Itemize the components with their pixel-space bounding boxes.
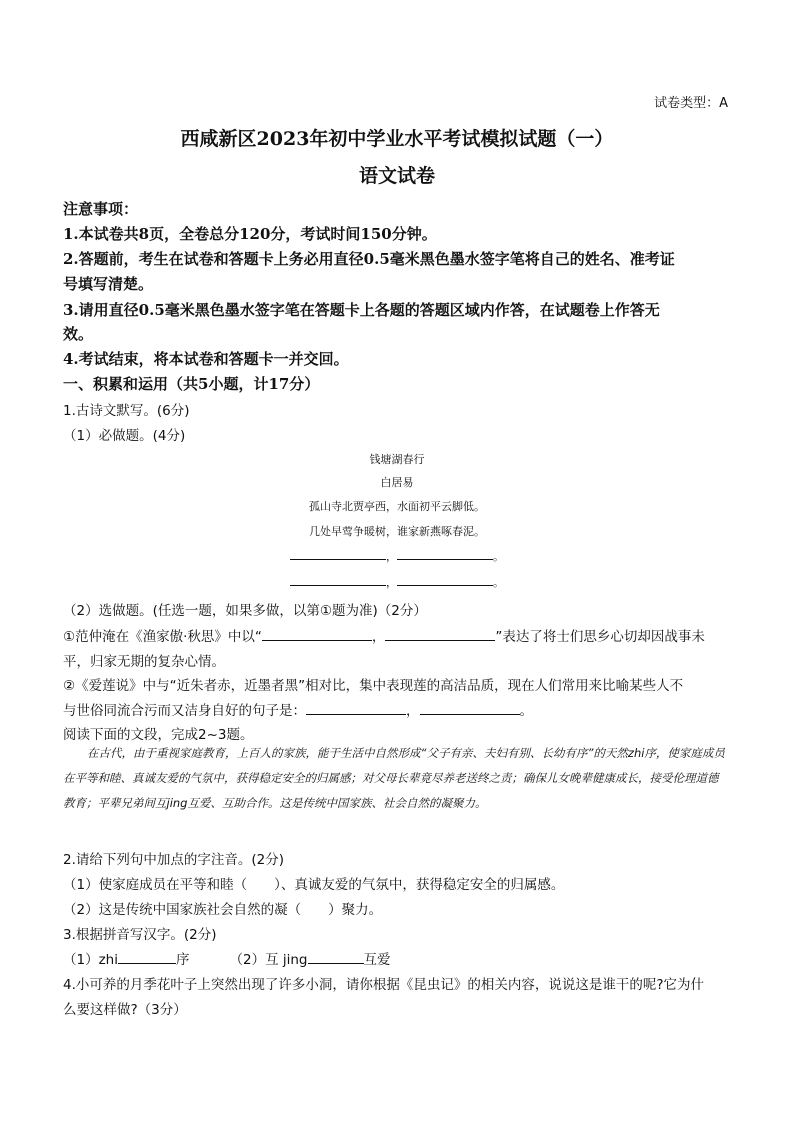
reading-passage: 在古代，由于重视家庭教育，上百人的家族，能于生活中自然形成“父子有亲、夫妇有别、长幼有序”的天然zhi序，使家庭成员在平等和睦、真诚友爱的气氛中，获得稳定安全的归属感；对父母长辈竟尽养老送终之责；确保儿女晚辈健康成长，接受伦理道德教育；平辈兄弟间互jing互爱、互助合作。这是传统中国家族、社会自然的凝聚力。 [63, 746, 725, 810]
question-1-part-1: （1）必做题。(4分) [63, 428, 186, 444]
answer-blank[interactable] [118, 951, 176, 964]
exam-subtitle: 语文试卷 [358, 165, 435, 187]
poem-title: 钱塘湖春行 [369, 453, 425, 466]
notice-line: 4.考试结束，将本试卷和答题卡一并交回。 [63, 350, 349, 368]
notice-line: 效。 [63, 325, 94, 343]
notice-line: 号填写清楚。 [63, 275, 154, 293]
answer-blank[interactable] [290, 547, 386, 560]
answer-blank-line: ， 。 [0, 547, 794, 564]
answer-blank[interactable] [397, 547, 493, 560]
question-4-stem-cont: 么要这样做?（3分） [63, 1002, 187, 1018]
section-heading: 一、积累和运用（共5小题，计17分） [63, 375, 320, 393]
answer-blank-line: ， 。 [0, 573, 794, 590]
exam-title: 西咸新区2023年初中学业水平考试模拟试题（一） [180, 128, 614, 150]
question-3-items: （1）zhi 序 （2）互 jing 互爱 [63, 952, 391, 968]
option-2: ②《爱莲说》中与“近朱者赤，近墨者黑”相对比，集中表现莲的高洁品质，现在人们常用来比喻某些人不 [63, 678, 684, 694]
option-1: ①范仲淹在《渔家傲·秋思》中以“ ， ”表达了将士们思乡心切却因战事未 [63, 629, 705, 645]
poem-author: 白居易 [380, 476, 414, 489]
answer-blank[interactable] [420, 702, 520, 715]
notice-heading: 注意事项： [63, 200, 139, 218]
question-1-stem: 1.古诗文默写。(6分) [63, 403, 190, 419]
answer-blank[interactable] [308, 951, 364, 964]
question-2-stem: 2.请给下列句中加点的字注音。(2分) [63, 852, 285, 868]
question-2-item: （1）使家庭成员在平等和睦（ ）、真诚友爱的气氛中，获得稳定安全的归属感。 [63, 877, 565, 893]
notice-line: 2.答题前，考生在试卷和答题卡上务必用直径0.5毫米黑色墨水签字笔将自己的姓名、准考证 [63, 250, 675, 268]
answer-blank[interactable] [397, 573, 493, 586]
answer-blank[interactable] [306, 702, 406, 715]
paper-type-label: 试卷类型：A [654, 96, 728, 111]
option-2-cont: 与世俗同流合污而又洁身自好的句子是： ， 。 [63, 703, 533, 719]
question-1-part-2: （2）选做题。(任选一题，如果多做，以第①题为准)（2分） [63, 603, 427, 619]
answer-blank[interactable] [290, 573, 386, 586]
poem-line: 孤山寺北贾亭西，水面初平云脚低。 [309, 500, 485, 513]
answer-blank[interactable] [262, 628, 372, 641]
notice-line: 1.本试卷共8页，全卷总分120分，考试时间150分钟。 [63, 225, 437, 243]
answer-blank[interactable] [385, 628, 495, 641]
question-3-stem: 3.根据拼音写汉字。(2分) [63, 927, 217, 943]
question-4-stem: 4.小可养的月季花叶子上突然出现了许多小洞，请你根据《昆虫记》的相关内容，说说这是谁干的呢?它为什 [63, 977, 705, 993]
notice-line: 3.请用直径0.5毫米黑色墨水签字笔在答题卡上各题的答题区域内作答，在试题卷上作答无 [63, 301, 660, 319]
reading-intro: 阅读下面的文段，完成2~3题。 [63, 727, 254, 743]
question-2-item: （2）这是传统中国家族社会自然的凝（ ）聚力。 [63, 902, 383, 918]
poem-line: 几处早莺争暖树，谁家新燕啄春泥。 [309, 525, 485, 538]
option-1-cont: 平，归家无期的复杂心情。 [63, 654, 225, 670]
